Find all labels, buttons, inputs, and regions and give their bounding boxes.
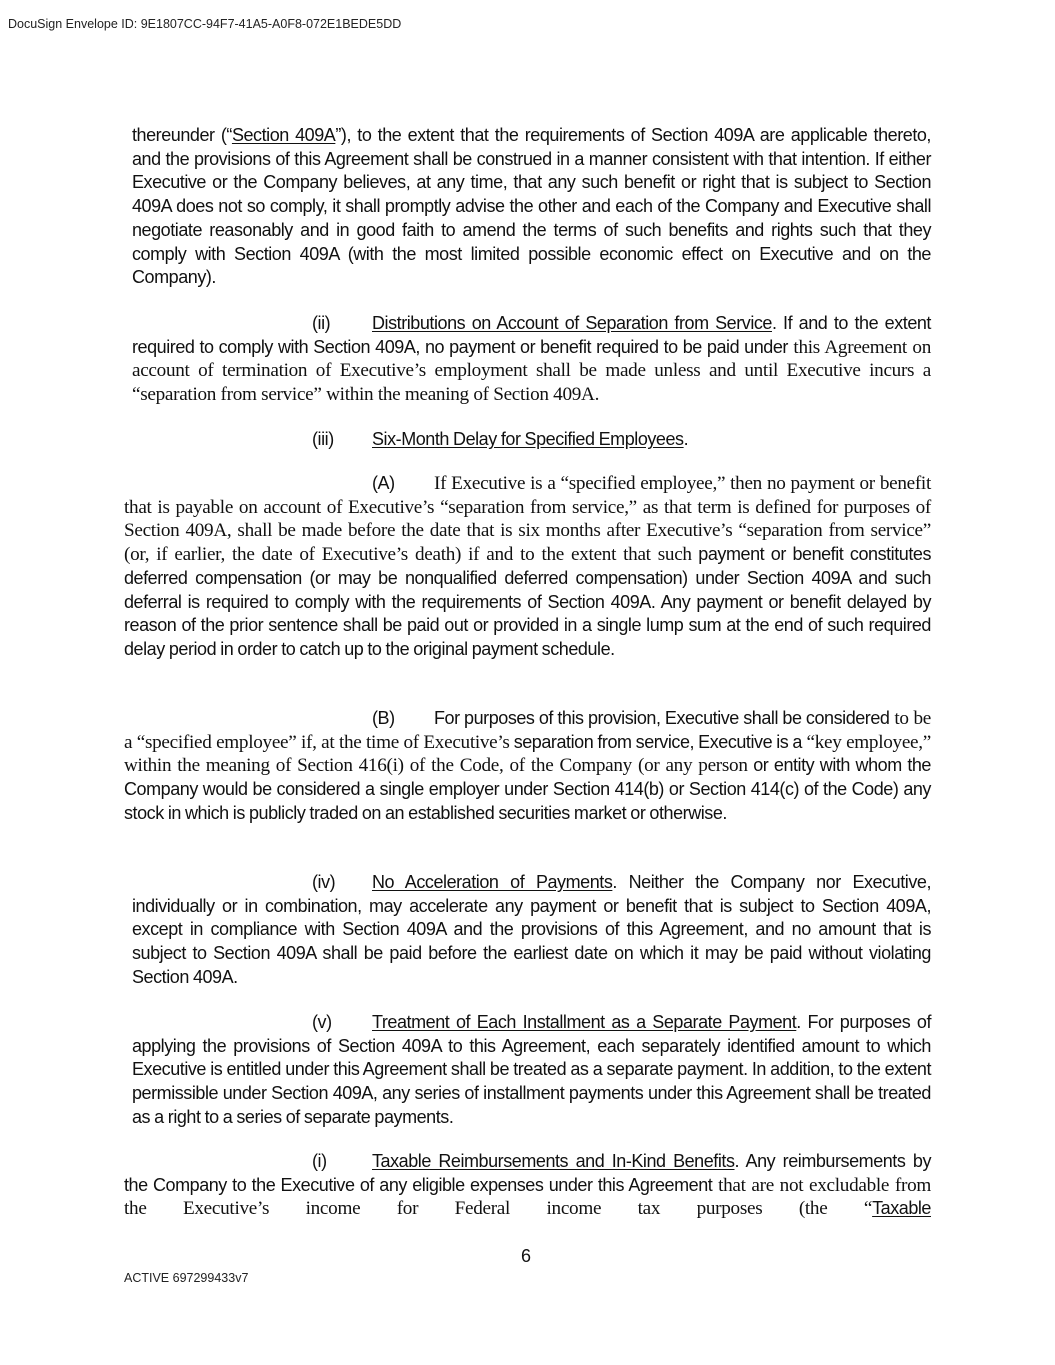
text: . Neither the Company nor Executive, individually or in combination, may accelerate any payment or benefit that is subject to Section 409A, except in compliance with Section 409A and the provisions of this Agreement, and no amount that is subject to Section 409A shall be paid before the earliest date on which it may be paid without violating Section 409A. (132, 872, 931, 987)
clause-number: (iv) (312, 872, 336, 892)
paragraph-section-409a-intro (132, 124, 931, 290)
paragraph-iv-no-acceleration (132, 871, 931, 990)
text: . For purposes of applying the provisions of Section 409A to this Agreement, each separately identified amount to which Executive is entitled under this Agreement shall be treated as a separate payment. In addition, to the extent permissible under Section 409A, any series of installment payments under this Agreement shall be treated as a right to a series of separate payments. (132, 1012, 932, 1127)
document-id: ACTIVE 697299433v7 (124, 1271, 249, 1285)
text: payment or benefit constitutes deferred compensation (or may be nonqualified deferred compensation) under Section 409A and such deferral is required to comply with the requirements of Section 409A. Any payment or benefit delayed by reason of the prior sentence shall be paid out or provided in a single lump sum at the end of such required delay period in order to catch up to the original payment schedule. (124, 544, 932, 659)
clause-number: (ii) (312, 313, 331, 333)
clause-heading: Distributions on Account of Separation from Service (372, 313, 772, 333)
docusign-envelope-id: DocuSign Envelope ID: 9E1807CC-94F7-41A5-A0F8-072E1BEDE5DD (8, 17, 402, 31)
defined-term-section-409a: Section 409A (231, 125, 336, 145)
text-serif: that are not excludable from the Executive’s income for Federal income tax purposes (the “ (124, 1174, 931, 1220)
text-serif: to be a “specified employee” if, at the time of Executive’s (124, 708, 931, 753)
paragraph-ii-distributions (132, 312, 931, 407)
text-serif: “key employee,” within the meaning of Section 416(i) of the Code, of the Company (or any person (124, 731, 931, 777)
text: . (683, 429, 689, 449)
clause-heading: No Acceleration of Payments (372, 872, 613, 892)
clause-number: (iii) (312, 429, 334, 449)
paragraph-b-definition (124, 707, 931, 826)
paragraph-iii-six-month-delay (132, 428, 931, 452)
clause-number: (i) (312, 1151, 327, 1171)
text: separation from service, Executive is a (509, 731, 802, 752)
text: thereunder (“ (132, 125, 232, 145)
clause-number: (v) (312, 1012, 332, 1032)
clause-number: (A) (372, 473, 395, 493)
clause-number: (B) (372, 708, 395, 728)
text-serif: If Executive is a “specified employee,” then no payment or benefit that is payable on account of Executive’s “separation from service,” as that term is defined for purposes of Section 409A, shall be made before the date that is six months after Executive’s “separation from service” (or, if earlier, the date of Executive’s death) if and to the extent that such (124, 473, 931, 566)
paragraph-i-taxable-reimbursements (124, 1150, 931, 1221)
clause-heading: Six-Month Delay for Specified Employees (372, 429, 684, 449)
text-serif: this Agreement on account of termination of Executive’s employment shall be made unless and until Executive incurs a “separation from service” within the meaning of Section 409A. (132, 336, 931, 406)
paragraph-a-specified-employee (124, 472, 931, 662)
paragraph-v-installments (132, 1011, 931, 1130)
clause-heading: Taxable Reimbursements and In-Kind Benefits (372, 1151, 735, 1171)
text: . If and to the extent required to comply with Section 409A, no payment or benefit required to be paid under (132, 313, 931, 357)
page-number: 6 (521, 1246, 532, 1266)
text: or entity with whom the Company would be considered a single employer under Section 414(b) or Section 414(c) of the Code) any stock in which is publicly traded on an established securities market or otherwise. (124, 755, 931, 823)
text: ”), to the extent that the requirements of Section 409A are applicable thereto, and the provisions of this Agreement shall be construed in a manner consistent with that intention. If either Executive or the Company believes, at any time, that any such benefit or right that is subject to Section 409A does not so comply, it shall promptly advise the other and each of the Company and Executive shall negotiate reasonably and in good faith to amend the terms of such benefits and rights such that they comply with Section 409A (with the most limited possible economic effect on Executive and on the Company). (132, 125, 931, 288)
text: . Any reimbursements by the Company to the Executive of any eligible expenses under this Agreement (124, 1151, 931, 1195)
text: For purposes of this provision, Executive shall be considered (434, 708, 890, 728)
clause-heading: Treatment of Each Installment as a Separate Payment (372, 1012, 797, 1032)
defined-term-taxable: Taxable (872, 1198, 931, 1219)
